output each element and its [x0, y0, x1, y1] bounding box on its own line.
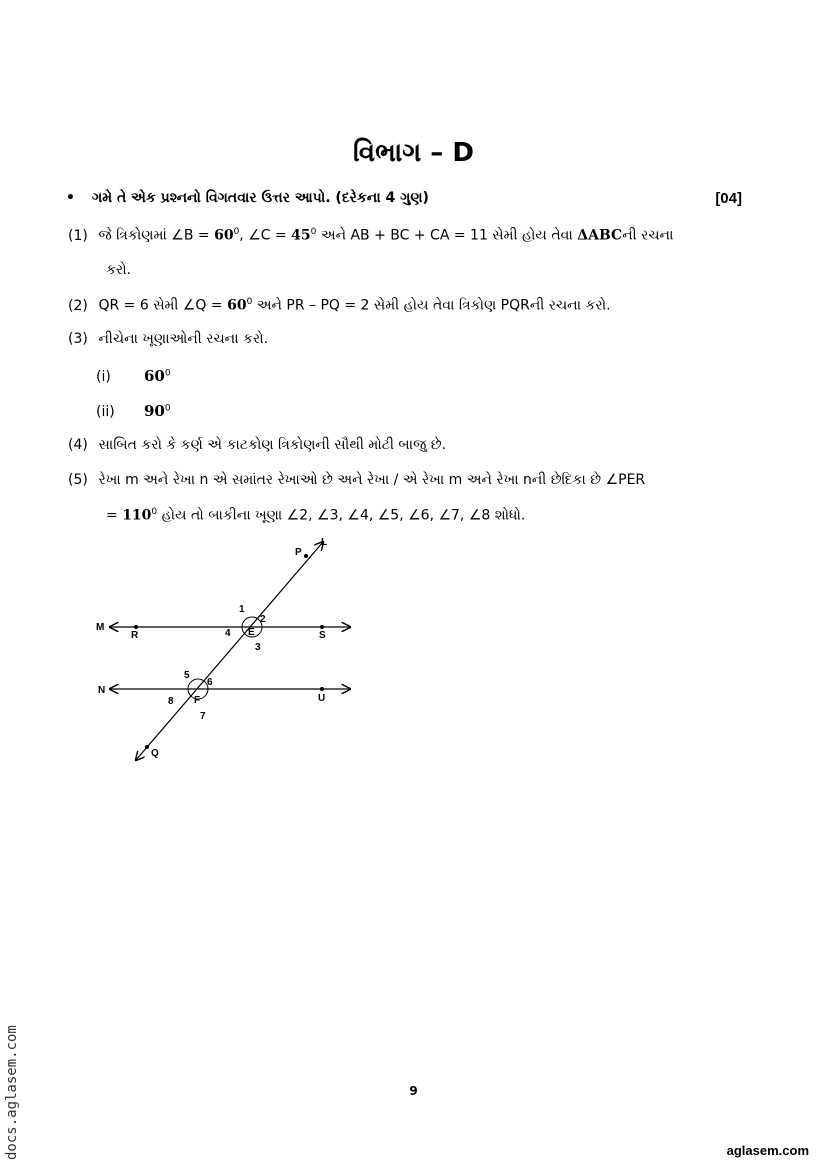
marks-label: [04] — [715, 190, 742, 207]
point-p — [304, 554, 308, 558]
q5-degree: 0 — [151, 507, 158, 517]
point-r — [134, 625, 138, 629]
q3-sub-i — [96, 367, 171, 385]
question-5 — [68, 472, 645, 488]
q1-angle-c: 45 — [291, 227, 311, 244]
angle-8: 8 — [168, 696, 174, 707]
question-number: (2) — [68, 297, 88, 314]
question-number: (4) — [68, 437, 88, 453]
sub-value: 90 — [144, 402, 165, 420]
side-watermark: docs.aglasem.com — [4, 1025, 20, 1160]
sub-label: (ii) — [96, 404, 115, 420]
q3-sub-ii — [96, 402, 171, 420]
angle-4: 4 — [225, 628, 231, 639]
q4-text: સાબિત કરો કે કર્ણ એ કાટકોણ ત્રિકોણની સૌથી મોટી બાજુ છે. — [98, 437, 447, 453]
question-2 — [68, 297, 611, 314]
question-4 — [68, 437, 446, 453]
question-1 — [68, 227, 673, 244]
angle-1: 1 — [239, 604, 245, 615]
label-f: F — [194, 695, 201, 706]
q1-text-2: , ∠C = — [239, 227, 292, 244]
transversal-diagram — [90, 534, 360, 770]
section-title: વિભાગ – D — [353, 138, 474, 168]
q1-angle-b: 60 — [214, 227, 234, 244]
q2-text-2: અને PR – PQ = 2 સેમી હોય તેવા ત્રિકોણ PQRની રચના કરો. — [252, 297, 611, 314]
label-p: P — [295, 547, 302, 558]
q3-text: નીચેના ખૂણાઓની રચના કરો. — [98, 331, 269, 347]
q5-cont-2: હોય તો બાકીના ખૂણા ∠2, ∠3, ∠4, ∠5, ∠6, ∠7, ∠8 શોધો. — [157, 507, 526, 524]
label-l: L — [321, 537, 328, 548]
point-q — [145, 745, 149, 749]
q5-cont-1: = — [106, 507, 123, 524]
sub-label: (i) — [96, 369, 111, 385]
q1-degree-1: 0 — [233, 227, 240, 237]
q2-degree: 0 — [246, 297, 253, 307]
label-s: S — [319, 630, 326, 641]
instruction-line — [66, 190, 742, 212]
question-number: (1) — [68, 227, 88, 244]
q5-angle: 110 — [122, 507, 152, 524]
bottom-watermark: aglasem.com — [726, 1143, 809, 1158]
q1-degree-2: 0 — [310, 227, 317, 237]
sub-degree: 0 — [164, 368, 171, 379]
q1-continuation: કરો. — [106, 262, 132, 278]
q1-text-3: અને AB + BC + CA = 11 સેમી હોય તેવા — [316, 227, 578, 244]
q1-triangle: ΔABC — [577, 227, 623, 244]
label-e: E — [248, 627, 255, 638]
transversal-line — [136, 542, 326, 760]
angle-3: 3 — [255, 642, 261, 653]
q5-text: રેખા m અને રેખા n એ સમાંતર રેખાઓ છે અને રેખા / એ રેખા m અને રેખા nની છેદિકા છે ∠PER — [98, 472, 646, 488]
angle-7: 7 — [200, 711, 206, 722]
bullet: • — [66, 190, 75, 206]
angle-6: 6 — [207, 677, 213, 688]
label-r: R — [131, 630, 139, 641]
label-m: M — [96, 622, 105, 633]
angle-5: 5 — [184, 670, 190, 681]
instruction-text: ગમે તે એક પ્રશ્નનો વિગતવાર ઉત્તર આપો. (દરેકના 4 ગુણ) — [92, 190, 429, 206]
q2-angle: 60 — [227, 297, 247, 314]
question-number: (5) — [68, 472, 88, 488]
label-n: N — [98, 685, 106, 696]
angle-2: 2 — [260, 614, 266, 625]
q1-text-1: જે ત્રિકોણમાં ∠B = — [98, 227, 215, 244]
point-s — [320, 625, 324, 629]
sub-degree: 0 — [164, 403, 171, 414]
question-3 — [68, 331, 268, 347]
label-q: Q — [151, 748, 159, 759]
point-u — [320, 687, 324, 691]
q5-continuation — [106, 507, 525, 524]
q2-text-1: QR = 6 સેમી ∠Q = — [98, 297, 228, 314]
question-number: (3) — [68, 331, 88, 347]
q1-text-4: ની રચના — [622, 227, 674, 244]
sub-value: 60 — [144, 367, 165, 385]
page-number: 9 — [409, 1084, 418, 1098]
label-u: U — [318, 693, 326, 704]
